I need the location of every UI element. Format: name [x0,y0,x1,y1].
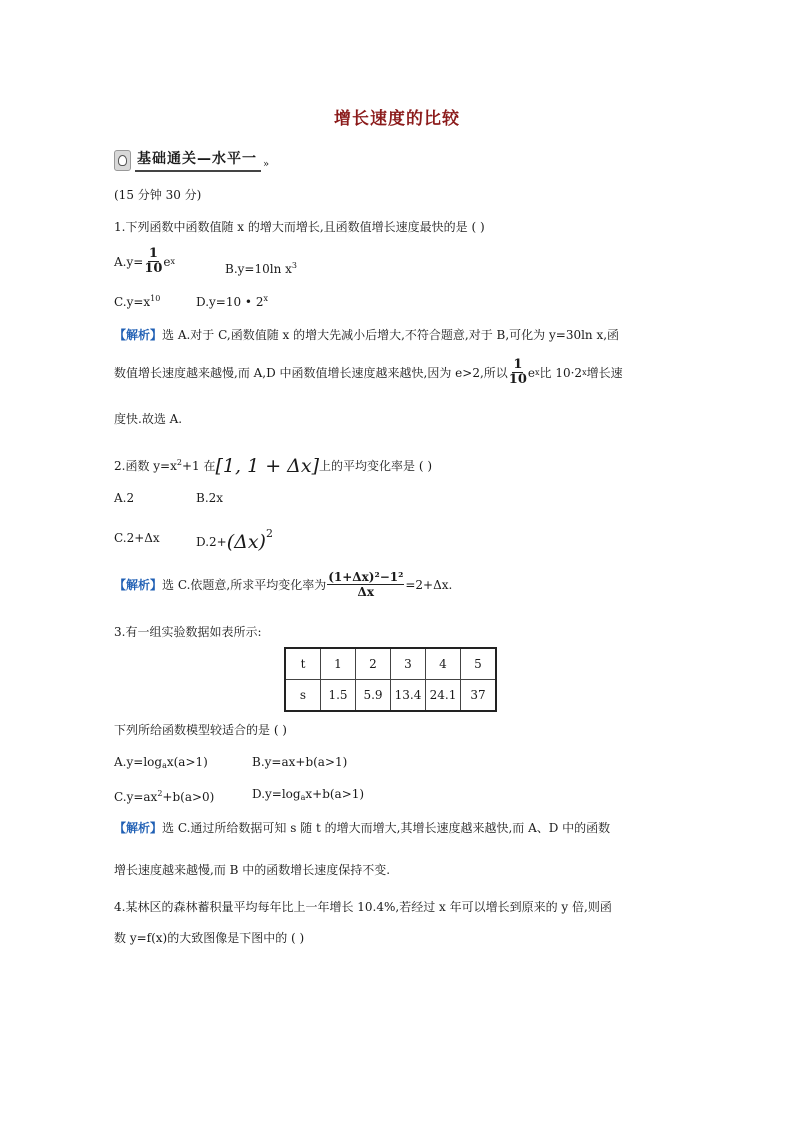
q1-option-c: $C.y=x^{10}$ [114,294,161,309]
table-cell: s [285,680,321,712]
q1-analysis-fraction: $\frac{1}{10}$ [508,357,527,387]
q2-option-c: C.2+Δx [114,531,160,545]
q3-option-b: B.y=ax+b(a>1) [252,755,348,769]
q2-stem: 2.函数 $y=x^2+1$ 在[1, 1 + Δx]上的平均变化率是 ( ) [114,455,433,477]
page-title: 增长速度的比较 [334,109,460,129]
table-cell: 13.4 [391,680,426,712]
q2-interval: [1, 1 + Δx] [215,455,320,477]
q1-analysis-line-1: 【解析】选 A.对于 C,函数值随 x 的增大先减小后增大,不符合题意,对于 B,可化为 y=30ln x,函 [114,328,620,342]
table-cell: t [285,648,321,680]
q1-stem: 1.下列函数中函数值随 x 的增大而增长,且函数值增长速度最快的是 ( ) [114,220,485,234]
q3-data-table [284,647,497,712]
table-cell: 2 [356,648,391,680]
table-row [285,680,496,712]
q1-analysis-line-3: 度快.故选 A. [114,412,183,426]
q3-analysis-line-2: 增长速度越来越慢,而 B 中的函数增长速度保持不变. [114,863,391,877]
table-cell: 37 [461,680,497,712]
q1-option-b: B.y=10ln $x^3$ [225,261,297,276]
section-header [114,148,269,172]
q1-option-d: D.y=10 • 2$^x$ [196,294,268,309]
section-label: 基础通关—水平一 [135,148,261,172]
table-cell: 1.5 [321,680,356,712]
q1-option-a: A.y= $\frac{1}{10}$ e x [114,246,176,276]
q4-stem-line-2: 数 y=f(x)的大致图像是下图中的 ( ) [114,931,305,945]
q3-option-a: $A.y=\log_ax(a>1)$ [114,755,208,770]
q1-analysis-line-2: 数值增长速度越来越慢,而 A,D 中函数值增长速度越来越快,因为 e>2,所以 $\frac{1}{10}$ e x 比 10·2 x 增长速 [114,357,623,387]
table-cell: 4 [426,648,461,680]
time-note: (15 分钟 30 分) [114,188,202,202]
q1-a-fraction: $\frac{1}{10}$ [144,246,163,276]
q3-stem: 3.有一组实验数据如表所示: [114,625,262,639]
table-row [285,648,496,680]
double-arrow-icon: » [263,158,270,170]
q2-analysis-fraction: $\frac{\text{(1+Δx)²−1²}}{\Delta x}$ [328,570,404,599]
q3-option-c: $C.y=ax^2+b(a>0)$ [114,789,215,804]
analysis-tag: 【解析】 [114,821,163,835]
table-cell: 5 [461,648,497,680]
table-cell: 1 [321,648,356,680]
q2-option-a: A.2 [114,491,135,505]
lightbulb-icon [114,150,131,171]
analysis-tag: 【解析】 [114,577,163,592]
table-cell: 3 [391,648,426,680]
q3-question: 下列所给函数模型较适合的是 ( ) [114,723,287,737]
table-cell: 24.1 [426,680,461,712]
q2-option-b: B.2x [196,491,224,505]
analysis-tag: 【解析】 [114,328,163,342]
q2-option-d: $D.2+(\Delta x)^2$ [196,527,273,553]
table-cell: 5.9 [356,680,391,712]
q4-stem-line-1: 4.某林区的森林蓄积量平均每年比上一年增长 10.4%,若经过 x 年可以增长到原来的 y 倍,则函 [114,900,612,914]
q3-option-d: $D.y=\log_ax+b(a>1)$ [252,787,365,802]
q2-analysis: 【解析】 选 C.依题意,所求平均变化率为 $\frac{\text{(1+Δx)²−1²}}{\Delta x}$ =2+Δx. [114,570,453,599]
q3-analysis-line-1: 【解析】选 C.通过所给数据可知 s 随 t 的增大而增大,其增长速度越来越快,而 A、D 中的函数 [114,821,611,835]
